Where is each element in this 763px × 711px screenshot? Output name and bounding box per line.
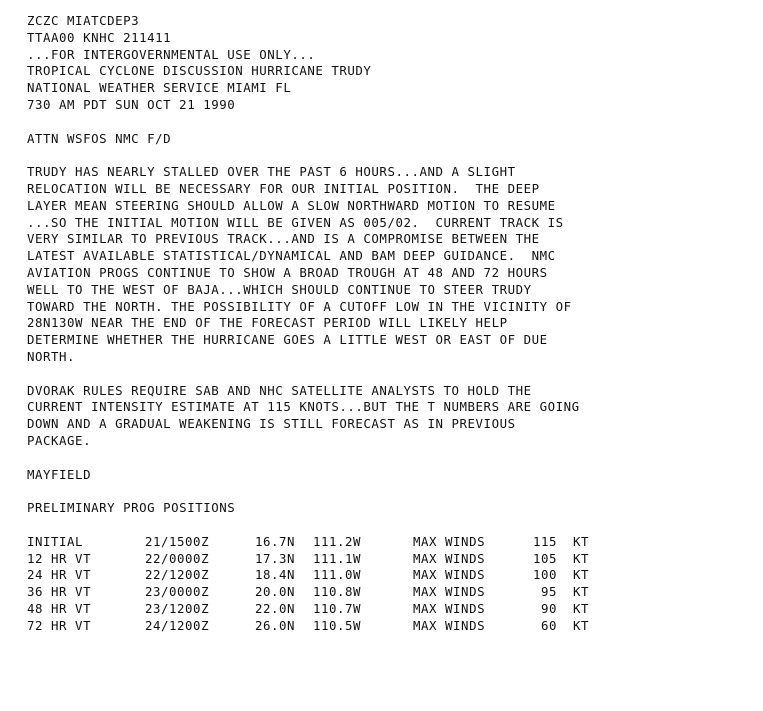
longitude: 110.7W xyxy=(313,600,362,616)
text-line: AVIATION PROGS CONTINUE TO SHOW A BROAD TROUGH AT 48 AND 72 HOURS xyxy=(27,264,548,280)
winds-label: MAX WINDS xyxy=(413,600,486,616)
header-line: TTAA00 KNHC 211411 xyxy=(27,29,172,45)
winds-unit: KT xyxy=(573,550,590,566)
winds-label: MAX WINDS xyxy=(413,567,486,583)
table-row xyxy=(27,567,757,584)
text-line: DOWN AND A GRADUAL WEAKENING IS STILL FORECAST AS IN PREVIOUS xyxy=(27,416,516,432)
header-line: NATIONAL WEATHER SERVICE MIAMI FL xyxy=(27,80,292,96)
valid-time: 22/0000Z xyxy=(145,550,210,566)
table-row xyxy=(27,551,757,568)
text-line: VERY SIMILAR TO PREVIOUS TRACK...AND IS A COMPROMISE BETWEEN THE xyxy=(27,231,540,247)
max-winds-value: 60 xyxy=(533,617,558,633)
valid-time: 21/1500Z xyxy=(145,533,210,549)
discussion-paragraph-1 xyxy=(27,164,757,366)
forecast-period: 24 HR VT xyxy=(27,567,92,583)
text-line: LAYER MEAN STEERING SHOULD ALLOW A SLOW NORTHWARD MOTION TO RESUME xyxy=(27,197,556,213)
forecast-period: 72 HR VT xyxy=(27,617,92,633)
text-line: WELL TO THE WEST OF BAJA...WHICH SHOULD CONTINUE TO STEER TRUDY xyxy=(27,281,532,297)
text-line: NORTH. xyxy=(27,348,76,364)
winds-label: MAX WINDS xyxy=(413,617,486,633)
spacer xyxy=(27,517,757,534)
max-winds-value: 100 xyxy=(533,567,558,583)
forecaster-signature: MAYFIELD xyxy=(27,466,92,482)
table-row xyxy=(27,618,757,635)
longitude: 111.2W xyxy=(313,533,362,549)
text-line: TRUDY HAS NEARLY STALLED OVER THE PAST 6 HOURS...AND A SLIGHT xyxy=(27,164,516,180)
spacer xyxy=(27,483,757,500)
latitude: 22.0N xyxy=(255,600,296,616)
forecast-period: 36 HR VT xyxy=(27,584,92,600)
latitude: 20.0N xyxy=(255,584,296,600)
longitude: 111.0W xyxy=(313,567,362,583)
valid-time: 22/1200Z xyxy=(145,567,210,583)
latitude: 18.4N xyxy=(255,567,296,583)
longitude: 111.1W xyxy=(313,550,362,566)
valid-time: 23/1200Z xyxy=(145,600,210,616)
forecast-period: 12 HR VT xyxy=(27,550,92,566)
latitude: 16.7N xyxy=(255,533,296,549)
valid-time: 23/0000Z xyxy=(145,584,210,600)
bulletin-header xyxy=(27,13,757,114)
winds-unit: KT xyxy=(573,533,590,549)
max-winds-value: 90 xyxy=(533,600,558,616)
longitude: 110.8W xyxy=(313,584,362,600)
text-line: RELOCATION WILL BE NECESSARY FOR OUR INITIAL POSITION. THE DEEP xyxy=(27,180,540,196)
spacer xyxy=(27,366,757,383)
text-line: DVORAK RULES REQUIRE SAB AND NHC SATELLITE ANALYSTS TO HOLD THE xyxy=(27,382,532,398)
spacer xyxy=(27,450,757,467)
table-row xyxy=(27,601,757,618)
attn-line: ATTN WSFOS NMC F/D xyxy=(27,130,172,146)
max-winds-value: 115 xyxy=(533,533,558,549)
max-winds-value: 95 xyxy=(533,584,558,600)
discussion-paragraph-2 xyxy=(27,383,757,450)
text-line: CURRENT INTENSITY ESTIMATE AT 115 KNOTS...BUT THE T NUMBERS ARE GOING xyxy=(27,399,580,415)
forecast-period: INITIAL xyxy=(27,533,84,549)
text-line: ...SO THE INITIAL MOTION WILL BE GIVEN AS 005/02. CURRENT TRACK IS xyxy=(27,214,564,230)
text-line: DETERMINE WHETHER THE HURRICANE GOES A LITTLE WEST OR EAST OF DUE xyxy=(27,332,548,348)
header-line: 730 AM PDT SUN OCT 21 1990 xyxy=(27,96,236,112)
text-line: TOWARD THE NORTH. THE POSSIBILITY OF A CUTOFF LOW IN THE VICINITY OF xyxy=(27,298,572,314)
bulletin-document xyxy=(27,13,757,634)
header-line: TROPICAL CYCLONE DISCUSSION HURRICANE TRUDY xyxy=(27,63,372,79)
positions-title: PRELIMINARY PROG POSITIONS xyxy=(27,500,236,516)
table-row xyxy=(27,584,757,601)
winds-label: MAX WINDS xyxy=(413,584,486,600)
winds-unit: KT xyxy=(573,567,590,583)
spacer xyxy=(27,114,757,131)
text-line: PACKAGE. xyxy=(27,432,92,448)
winds-label: MAX WINDS xyxy=(413,550,486,566)
positions-table xyxy=(27,534,757,635)
text-line: 28N130W NEAR THE END OF THE FORECAST PERIOD WILL LIKELY HELP xyxy=(27,315,508,331)
winds-unit: KT xyxy=(573,584,590,600)
winds-unit: KT xyxy=(573,617,590,633)
max-winds-value: 105 xyxy=(533,550,558,566)
spacer xyxy=(27,147,757,164)
text-line: LATEST AVAILABLE STATISTICAL/DYNAMICAL AND BAM DEEP GUIDANCE. NMC xyxy=(27,248,556,264)
winds-unit: KT xyxy=(573,600,590,616)
forecast-period: 48 HR VT xyxy=(27,600,92,616)
longitude: 110.5W xyxy=(313,617,362,633)
header-line: ZCZC MIATCDEP3 xyxy=(27,13,140,28)
latitude: 26.0N xyxy=(255,617,296,633)
table-row xyxy=(27,534,757,551)
winds-label: MAX WINDS xyxy=(413,533,486,549)
header-line: ...FOR INTERGOVERNMENTAL USE ONLY... xyxy=(27,46,316,62)
latitude: 17.3N xyxy=(255,550,296,566)
valid-time: 24/1200Z xyxy=(145,617,210,633)
